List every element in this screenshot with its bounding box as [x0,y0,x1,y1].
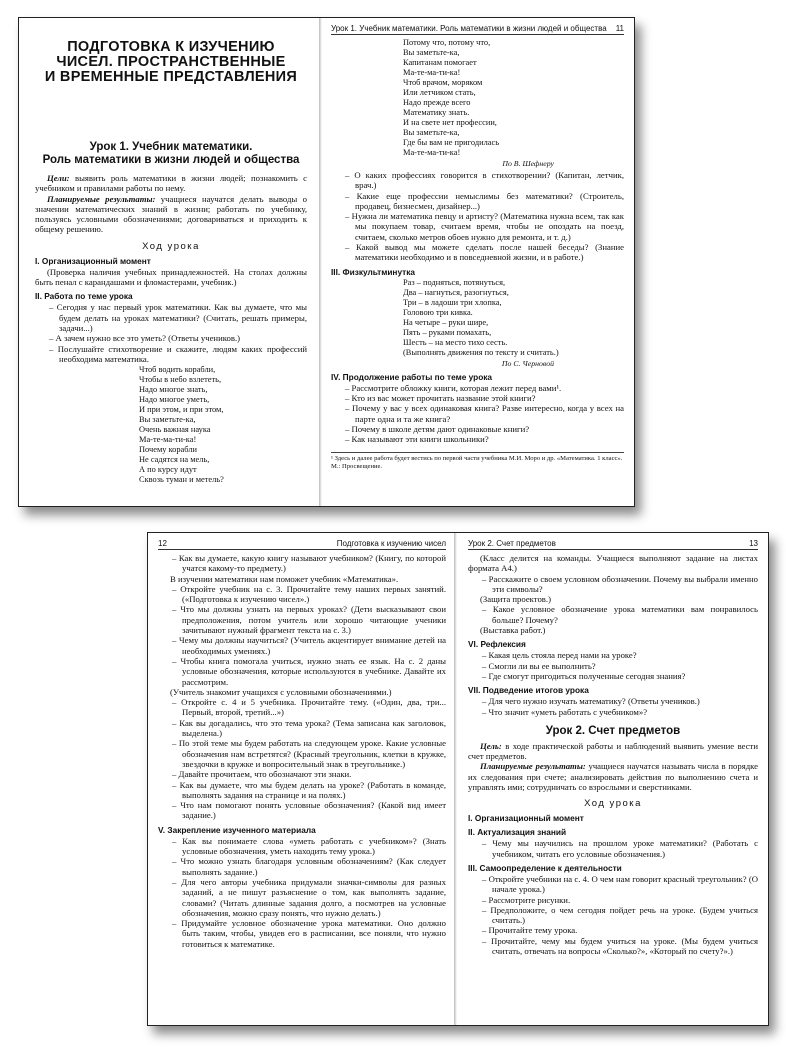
paragraph: В изучении математики нам поможет учебник «Математика». [170,573,399,584]
page-13 [458,533,768,1025]
paragraph: (Учитель знакомит учащихся с условными обозначениями.) [170,686,392,697]
section-heading: IV. Продолжение работы по теме урока [331,371,493,382]
poem: Потому что, потому что, Вы заметьте-ка, Капитанам помогает Ма-те-ма-ти-ка! Чтоб врачом, моряком Или летчиком стать, Надо прежде всего Математику знать. И на свете нет профессии, Вы заметьте-ка, Где бы вам не пригодилась Ма-те-ма-ти-ка! [403,38,500,157]
paragraph: (Выставка работ.) [480,625,546,636]
dialog-line: – Почему у вас у всех одинаковая книга? Разве интересно, когда у всех на парте одна и та же книга? [345,403,624,424]
dialog-line: – Какие еще профессии немыслимы без математики? (Строитель, продавец, бизнесмен, дизайнер...) [345,190,624,211]
paragraph: (Проверка наличия учебных принадлежностей. На столах должны быть пенал с карандашами и фломастерами, учебник.) [35,266,307,288]
poem-signature: По В. Шефнеру [502,159,554,168]
dialog-line: – Кто из вас может прочитать название этой книги? [345,392,536,403]
section-heading: II. Работа по теме урока [35,291,133,302]
section-heading: III. Самоопределение к деятельности [468,862,622,873]
poem: Чтоб водить корабли, Чтобы в небо взлететь, Надо многое знать, Надо многое уметь, И при этом, и при этом, Вы заметьте-ка, Очень важная наука Ма-те-ма-ти-ка! Почему корабли Не садятся на мель, А по курсу идут Сквозь туман и метель? [139,365,224,485]
dialog-line: – Как вы думаете, что мы будем делать на уроке? (Работать в команде, выполнять задания на странице и на полях.) [172,779,446,800]
page-number: 11 [615,24,624,33]
dialog-line: – Чему мы должны научиться? (Учитель акцентирует внимание детей на необходимых умениях.) [172,635,446,656]
chapter-title: ПОДГОТОВКА К ИЗУЧЕНИЮ ЧИСЕЛ. ПРОСТРАНСТВЕННЫЕ И ВРЕМЕННЫЕ ПРЕДСТАВЛЕНИЯ [44,39,298,85]
page-12 [148,533,454,1025]
dialog-line: – Как называют эти книги школьники? [345,434,489,445]
page-fold [454,533,457,1025]
lesson-goal: Цель: в ходе практической работы и наблюдений выявить умение вести счет предметов. [468,740,758,762]
section-heading: II. Актуализация знаний [468,827,567,838]
dialog-line: – А зачем нужно все это уметь? (Ответы учеников.) [49,333,241,344]
dialog-line: – Как вы думаете, какую книгу называют учебником? (Книгу, по которой учатся какому-то предмету.) [172,553,446,574]
footnote: ¹ Здесь и далее работа будет вестись по первой части учебника М.И. Моро и др. «Математика. 1 класс». М.: Просвещение. [331,452,624,471]
dialog-line: – Почему в школе детям дают одинаковые книги? [345,423,530,434]
section-heading: I. Организационный момент [35,255,151,266]
poem-signature: По С. Черновой [501,358,554,368]
dialog-line: – Рассмотрите обложку книги, которая лежит перед вами¹. [345,382,562,393]
dialog-line: – Чему мы научились на прошлом уроке математики? (Работать с учебником, читать его условные обозначения.) [482,838,758,859]
section-heading: V. Закрепление изученного материала [158,824,316,835]
running-header: Урок 1. Учебник математики. Роль математики в жизни людей и общества 11 [331,24,624,33]
section-heading: VI. Рефлексия [468,639,526,650]
dialog-line: – Нужна ли математика певцу и артисту? (Математика нужна всем, так как мы покупаем товар, считаем время, чтобы не опоздать на поезд, считаем, сколько метров обоев нужно для ремонта, и т. д.) [345,211,624,242]
dialog-line: – Придумайте условное обозначение урока математики. Оно должно быть таким, чтобы, увидев его в расписании, все поняли, что нужно готовиться к математике. [172,918,446,949]
dialog-line: – Какая цель стояла перед нами на уроке? [482,650,637,661]
dialog-line: – По этой теме мы будем работать на следующем уроке. Какие условные обозначения нам встретятся? (Красный треугольник, клетки в кружке, звездочки в кружке и вопросительный знак в треугольнике.) [172,738,446,769]
dialog-line: – Смогли ли вы ее выполнить? [482,660,596,671]
dialog-line: – Расскажите о своем условном обозначении. Почему вы выбрали именно эти символы? [482,573,758,594]
spread-pages-10-11 [18,17,635,507]
dialog-line: – Что значит «уметь работать с учебником»? [482,706,648,717]
section-heading: III. Физкультминутка [331,266,415,277]
dialog-line: – Как вы догадались, что это тема урока? (Тема записана как заголовок, выделена.) [172,717,446,739]
dialog-line: – Давайте прочитаем, что обозначают эти знаки. [172,769,352,780]
exercise-poem: Раз – подняться, потянуться, Два – нагнуться, разогнуться, Три – в ладоши три хлопка, Головою три кивка. На четыре – руки шире, Пять – руками помахать, Шесть – на место тихо сесть. (Выполнять движения по тексту и считать.) [403,277,559,357]
lesson-progress-heading: Ход урока [142,240,200,252]
dialog-line: – Послушайте стихотворение и скажите, людям каких профессий необходима математика. [49,343,307,364]
lesson-goal: Цели: выявить роль математики в жизни людей; познакомить с учебником и правилами работы по нему. [35,173,307,194]
dialog-line: – Прочитайте тему урока. [482,925,578,936]
paragraph: (Класс делится на команды. Учащиеся выполняют задание на листах формата А4.) [468,553,758,574]
dialog-line: – Что нам помогают понять условные обозначения? (Какой вид имеет задание.) [172,800,446,821]
dialog-line: – Как вы понимаете слова «уметь работать с учебником»? (Знать условные обозначения, уметь находить тему урока.) [172,835,446,857]
dialog-line: – Где смогут пригодиться полученные сегодня знания? [482,670,686,681]
dialog-line: – О каких профессиях говорится в стихотворении? (Капитан, летчик, врач.) [345,170,624,191]
dialog-line: – Что мы должны узнать на первых уроках? (Дети высказывают свои предположения, потом учитель или хорошо читающие ученики зачитывают нужный фрагмент текста на с. 3.) [172,604,446,636]
page-number: 13 [749,539,758,548]
paragraph: (Защита проектов.) [480,594,551,605]
dialog-line: – Для чего авторы учебника придумали значки-символы для разных заданий, а не пишут разъяснение о том, как выполнять задание, словами? (Читать длинные задания долго, а посмотрев на условные обозначения, можно сразу понять, что нужно делать.) [172,876,446,918]
section-heading: I. Организационный момент [468,813,584,824]
spread-pages-12-13 [147,532,769,1026]
running-header: 12 Подготовка к изучению чисел [158,539,446,548]
lesson-1-title: Урок 1. Учебник математики. Роль математики в жизни людей и общества [42,141,300,166]
dialog-line: – Чтобы книга помогала учиться, нужно знать ее язык. На с. 2 даны условные обозначения, которые используются в учебнике. Давайте их рассмотрим. [172,655,446,687]
running-header: Урок 2. Счет предметов 13 [468,539,758,548]
dialog-line: – Откройте учебник на с. 3. Прочитайте тему наших первых занятий. («Подготовка к изучению чисел».) [172,583,446,605]
dialog-line: – Откройте учебники на с. 4. О чем нам говорит красный треугольник? (О начале урока.) [482,873,758,895]
lesson-2-title: Урок 2. Счет предметов [545,724,681,737]
page-number: 12 [158,539,167,548]
dialog-line: – Какой вывод мы можете сделать после нашей беседы? (Знание математики необходимо и в повседневной жизни, и в работе.) [345,242,624,263]
dialog-line: – Какое условное обозначение урока математики вам понравилось больше? Почему? [482,604,758,625]
dialog-line: – Прочитайте, чему мы будем учиться на уроке. (Мы будем учиться считать, отвечать на вопросы «Сколько?», «Который по счету?».) [482,935,758,957]
dialog-line: – Предположите, о чем сегодня пойдет речь на уроке. (Будем учиться считать.) [482,904,758,926]
lesson-results: Планируемые результаты: учащиеся научатся делать выводы о значении математических знаний в жизни; работать по учебнику, пользуясь условными обозначениями; договариваться и приходить к общему решению. [35,193,307,235]
section-heading: VII. Подведение итогов урока [468,685,589,696]
dialog-line: – Для чего нужно изучать математику? (Ответы учеников.) [482,696,700,707]
dialog-line: – Сегодня у нас первый урок математики. Как вы думаете, что мы будем делать на уроках математики? (Считать, решать примеры, задачи...) [49,302,307,333]
lesson-results: Планируемые результаты: учащиеся научатся называть числа в порядке их следования при счете; анализировать действия по выполнению счета и управлять ими; сотрудничать со взрослыми и сверстниками. [468,761,758,793]
page-10 [19,18,319,506]
lesson-progress-heading: Ход урока [584,798,642,810]
dialog-line: – Откройте с. 4 и 5 учебника. Прочитайте тему. («Один, два, три... Первый, второй, третий...») [172,697,446,718]
dialog-line: – Что можно узнать благодаря условным обозначениям? (Как следует выполнять задание.) [172,856,446,877]
dialog-line: – Рассмотрите рисунки. [482,894,571,905]
page-11 [321,18,634,506]
